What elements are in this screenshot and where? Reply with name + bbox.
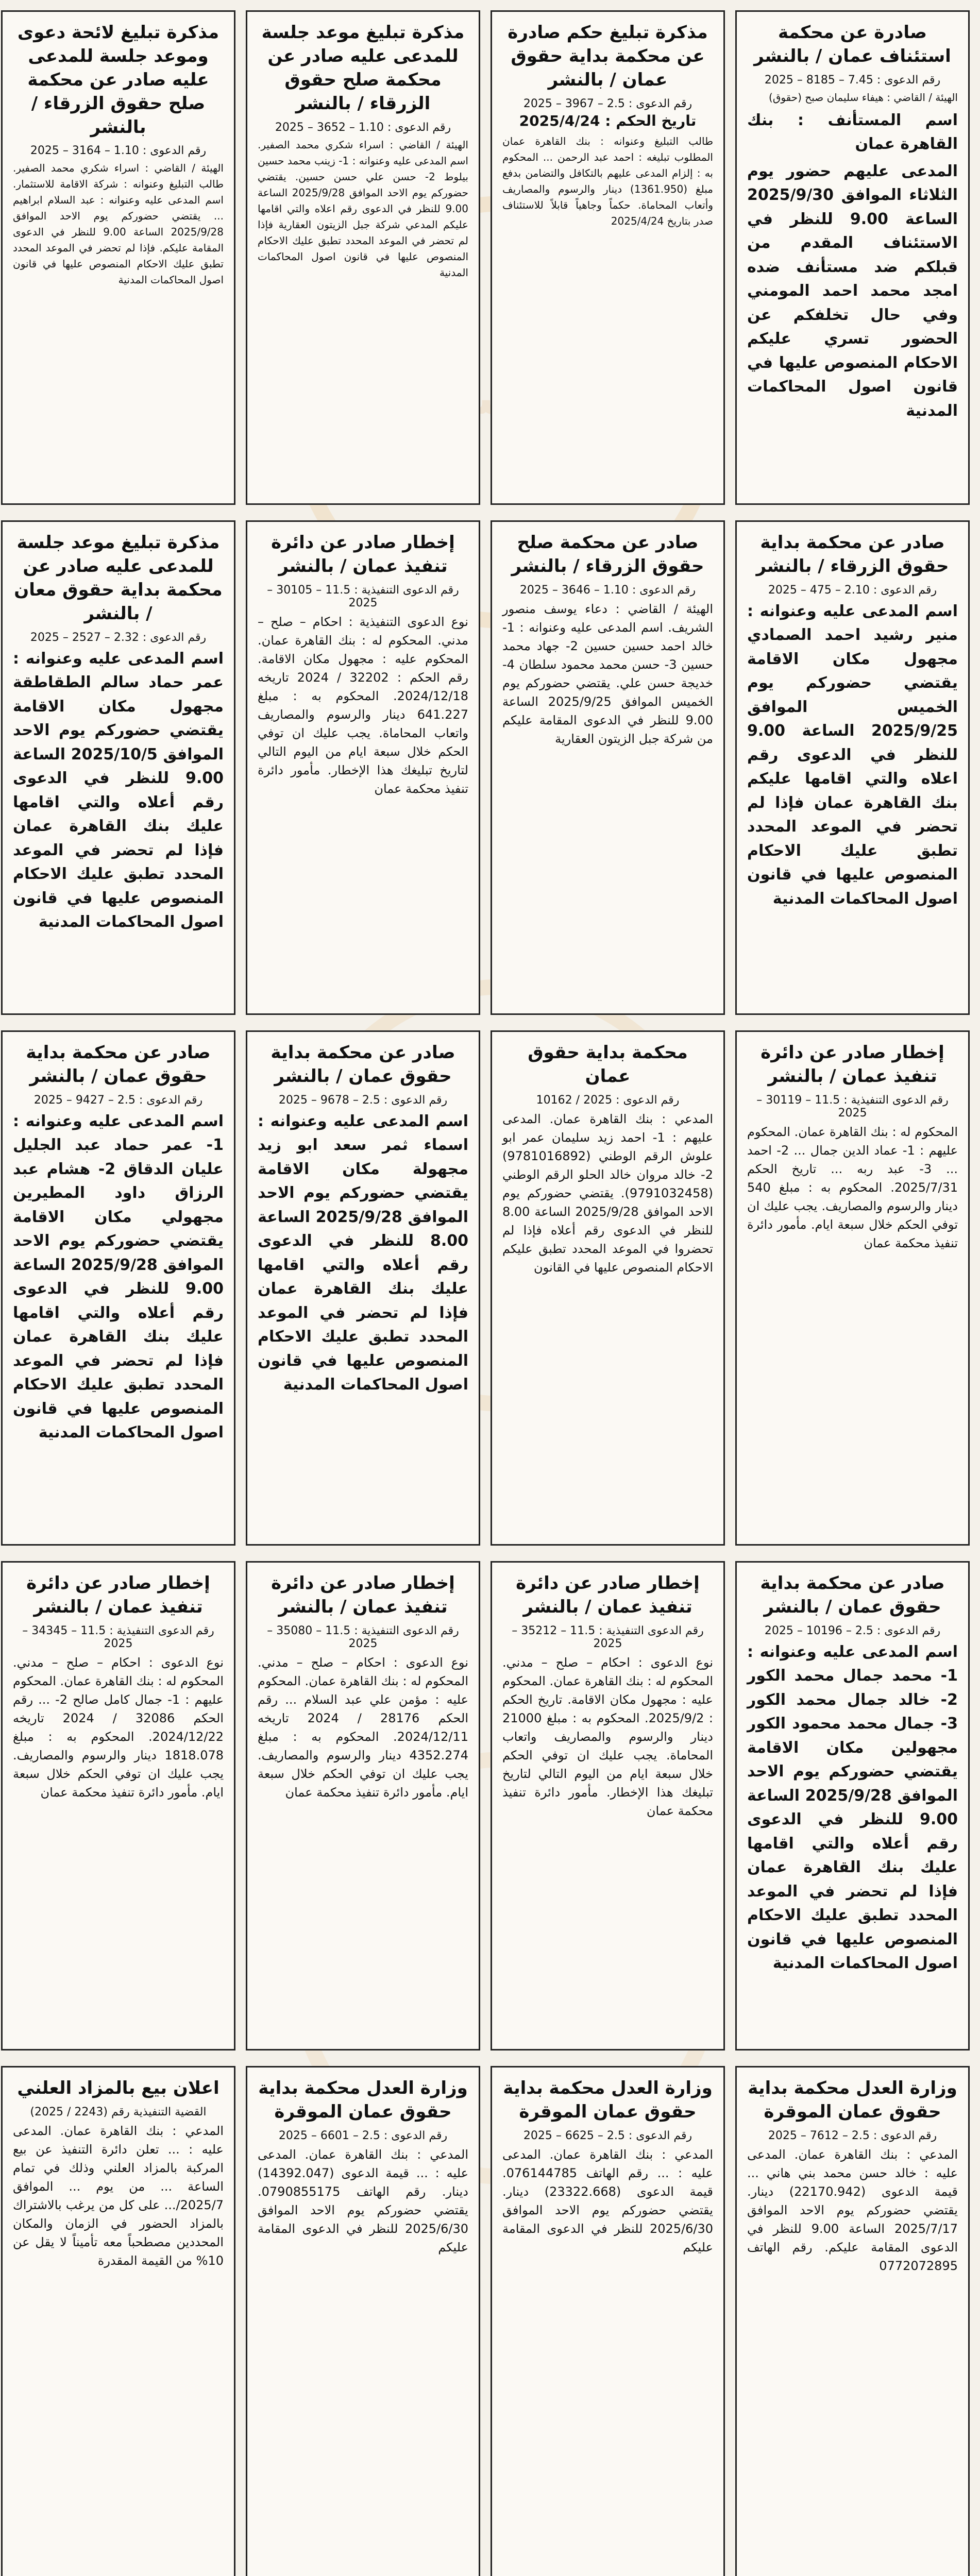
notice-body: اسم المدعى عليه وعنوانه : 1- عمر حماد عبد الجليل عليان الدقاق 2- هشام عبد الرزاق داود المطيرين مجهولي مكان الاقامة يقتضي حضوركم يوم الاحد الموافق 2025/9/28 الساعة 9.00 للنظر في الدعوى رقم أعلاه والتي اقامها عليك بنك القاهرة عمان فإذا لم تحضر في الموعد المحدد تطبق عليك الاحكام المنصوص عليها في قانون اصول المحاكمات المدنية [13, 1112, 224, 1442]
notice-title: إخطار صادر عن دائرة تنفيذ عمان / بالنشر [761, 1042, 944, 1087]
notice-title: محكمة بداية حقوق عمان [528, 1042, 688, 1087]
notice-body: الهيئة / القاضي : اسراء شكري محمد الصفير. اسم المدعى عليه وعنوانه : 1- زينب محمد حسين بيلوط 2- حسن علي حسن حسين. يقتضي حضوركم يوم الاحد الموافق 2025/9/28 الساعة 9.00 للنظر في الدعوى رقم اعلاه والتي اقامها عليكم المدعي شركة جبل الزيتون العقارية فإذا لم تحضر في الموعد المحدد تطبق عليك الاحكام المنصوص عليها في قانون اصول المحاكمات المدنية [258, 138, 468, 279]
case-number: رقم الدعوى : 2.5 – 6625 – 2025 [523, 2129, 692, 2142]
case-number: رقم الدعوى : 2.5 – 9427 – 2025 [33, 1093, 203, 1107]
case-number: رقم الدعوى التنفيذية : 11.5 – 30119 – 2025 [756, 1093, 949, 1120]
case-number: رقم الدعوى التنفيذية : 11.5 – 34345 – 2025 [22, 1624, 214, 1650]
notice-card [246, 1030, 480, 1546]
notice-title: صادر عن محكمة بداية حقوق عمان / بالنشر [271, 1042, 455, 1087]
case-number: رقم الدعوى : 2.32 – 2527 – 2025 [30, 631, 207, 644]
notice-body: الهيئة / القاضي : دعاء يوسف منصور الشريف. اسم المدعى عليه وعنوانه : 1- خالد احمد حسين حسين 2- جهاد محمد حسين 3- حسن محمد محمود سلطان 4- خديجة حسن علي. يقتضي حضوركم يوم الخميس الموافق 2025/9/25 الساعة 9.00 للنظر في الدعوى المقامة عليكم من شركة جبل الزيتون العقارية [502, 601, 713, 746]
notice-card [491, 2066, 725, 2576]
case-number: رقم الدعوى : 7.45 – 8185 – 2025 [764, 73, 941, 87]
case-number: رقم الدعوى : 1.10 – 3652 – 2025 [275, 121, 451, 134]
case-number: القضية التنفيذية رقم (2243 / 2025) [30, 2105, 207, 2119]
notice-body: المدعي : بنك القاهرة عمان. المدعى عليه : ... تعلن دائرة التنفيذ عن بيع المركبة بالمزاد العلني وذلك في تمام الساعة ... من يوم ... الموافق 2025/7/... على كل من يرغب بالاشتراك بالمزاد الحضور في الزمان والمكان المحددين مصطحباً معه تأميناً لا يقل عن 10% من القيمة المقدرة [13, 2123, 224, 2268]
notice-card [491, 1561, 725, 2050]
court-panel: الهيئة / القاضي : هيفاء سليمان صبح (حقوق) [769, 91, 958, 104]
notice-body: اسم المدعى عليه وعنوانه : اسماء ثمر سعد ابو زيد مجهولة مكان الاقامة يقتضي حضوركم يوم الاحد الموافق 2025/9/28 الساعة 8.00 للنظر في الدعوى رقم أعلاه والتي اقامها عليك بنك القاهرة عمان فإذا لم تحضر في الموعد المحدد تطبق عليك الاحكام المنصوص عليها في قانون اصول المحاكمات المدنية [258, 1112, 468, 1394]
notice-card [735, 10, 970, 505]
notice-body: المدعى عليهم حضور يوم الثلاثاء الموافق 2025/9/30 الساعة 9.00 للنظر في الاستئناف المقدم من قبلكم ضد مستأنف ضده امجد محمد احمد المومني وفي حال تخلفكم عن الحضور تسري عليكم الاحكام المنصوص عليها في قانون اصول المحاكمات المدنية [747, 162, 958, 420]
notice-card [491, 10, 725, 505]
judgment-date: تاريخ الحكم : 2025/4/24 [519, 112, 697, 129]
notice-title: إخطار صادر عن دائرة تنفيذ عمان / بالنشر [271, 532, 455, 577]
case-number: رقم الدعوى التنفيذية : 11.5 – 35080 – 2025 [267, 1624, 459, 1650]
notice-card [246, 2066, 480, 2576]
notice-body: اسم المدعى عليه وعنوانه : عمر حماد سالم الطقاطقة مجهول مكان الاقامة يقتضي حضوركم يوم الاحد الموافق 2025/10/5 الساعة 9.00 للنظر في الدعوى رقم أعلاه والتي اقامها عليك بنك القاهرة عمان فإذا لم تحضر في الموعد المحدد تطبق عليك الاحكام المنصوص عليها في قانون اصول المحاكمات المدنية [13, 649, 224, 931]
notice-title: صادر عن محكمة بداية حقوق عمان / بالنشر [26, 1042, 211, 1087]
case-number: رقم الدعوى : 2.5 – 7612 – 2025 [768, 2129, 937, 2142]
notice-body: المحكوم له : بنك القاهرة عمان. المحكوم عليهم : 1- عماد الدين جمال ... 2- احمد ... 3- عبد ربه ... تاريخ الحكم 2025/7/31. المحكوم به : مبلغ 540 دينار والرسوم والمصاريف. يجب عليك ان توفي الحكم خلال سبعة ايام. مأمور دائرة تنفيذ محكمة عمان [747, 1124, 958, 1250]
notice-body: نوع الدعوى : احكام – صلح – مدني. المحكوم له : بنك القاهرة عمان. المحكوم عليه : مجهول مكان الاقامة. تاريخ الحكم : 2025/9/2. المحكوم به : مبلغ 21000 دينار والرسوم والمصاريف واتعاب المحاماة. يجب عليك ان توفي الحكم خلال سبعة ايام من اليوم التالي لتاريخ تبليغك هذا الإخطار. مأمور دائرة تنفيذ محكمة عمان [502, 1655, 713, 1818]
case-number: رقم الدعوى : 2.5 – 9678 – 2025 [278, 1093, 448, 1107]
case-number: رقم الدعوى : 1.10 – 3164 – 2025 [30, 144, 207, 158]
case-number: رقم الدعوى التنفيذية : 11.5 – 35212 – 2025 [512, 1624, 704, 1650]
notice-card [1, 10, 235, 505]
notice-title: مذكرة تبليغ حكم صادرة عن محكمة بداية حقوق عمان / بالنشر [508, 22, 708, 90]
notice-card [246, 1561, 480, 2050]
notice-title: صادر عن محكمة بداية حقوق عمان / بالنشر [760, 1573, 945, 1617]
notice-card [246, 10, 480, 505]
notice-body: اسم المدعى عليه وعنوانه : منير رشيد احمد الصمادي مجهول مكان الاقامة يقتضي حضوركم يوم الخميس الموافق 2025/9/25 الساعة 9.00 للنظر في الدعوى رقم اعلاه والتي اقامها عليكم بنك القاهرة عمان فإذا لم تحضر في الموعد المحدد تطبق عليك الاحكام المنصوص عليها في قانون اصول المحاكمات المدنية [747, 602, 958, 908]
notice-title: وزارة العدل محكمة بداية حقوق عمان الموقرة [748, 2078, 957, 2122]
notice-title: صادر عن محكمة صلح حقوق الزرقاء / بالنشر [511, 532, 704, 577]
case-number: رقم الدعوى : 2.5 – 3967 – 2025 [523, 97, 692, 110]
notice-body: نوع الدعوى التنفيذية : احكام – صلح – مدني. المحكوم له : بنك القاهرة عمان. المحكوم عليه : مجهول مكان الاقامة. رقم الحكم : 32202 / 2024 تاريخه 2024/12/18. المحكوم به : مبلغ 641.227 دينار والرسوم والمصاريف واتعاب المحاماة. يجب عليك ان توفي الحكم خلال سبعة ايام من اليوم التالي لتاريخ تبليغك هذا الإخطار. مأمور دائرة تنفيذ محكمة عمان [258, 614, 469, 796]
notice-title: صادر عن محكمة بداية حقوق الزرقاء / بالنشر [756, 532, 949, 577]
notice-title: وزارة العدل محكمة بداية حقوق عمان الموقرة [503, 2078, 713, 2122]
notice-card [491, 520, 725, 1015]
notice-title: مذكرة تبليغ موعد جلسة للمدعى عليه صادر عن محكمة بداية حقوق معان / بالنشر [14, 532, 223, 624]
notice-body: المدعي : بنك القاهرة عمان. المدعى عليه : خالد حسن محمد بني هاني ... قيمة الدعوى (22170.942) دينار. يقتضي حضوركم يوم الاحد الموافق 2025/7/17 الساعة 9.00 للنظر في الدعوى المقامة عليكم. رقم الهاتف 0772072895 [747, 2147, 958, 2273]
notice-title: اعلان بيع بالمزاد العلني [17, 2078, 219, 2098]
notice-card [1, 520, 235, 1015]
notice-title: مذكرة تبليغ موعد جلسة للمدعى عليه صادر عن محكمة صلح حقوق الزرقاء / بالنشر [261, 22, 465, 114]
case-number: رقم الدعوى : 2025 / 10162 [536, 1093, 680, 1107]
notice-body: طالب التبليغ وعنوانه : بنك القاهرة عمان المطلوب تبليغه : احمد عبد الرحمن ... المحكوم به : إلزام المدعى عليهم بالتكافل والتضامن بدفع مبلغ (1361.950) دينار والرسوم والمصاريف وأتعاب المحاماة. حكماً وجاهياً قابلاً للاستئناف صدر بتاريخ 2025/4/24 [502, 134, 713, 227]
notice-card [735, 2066, 970, 2576]
notice-title: إخطار صادر عن دائرة تنفيذ عمان / بالنشر [271, 1573, 455, 1617]
case-number: رقم الدعوى : 2.5 – 6601 – 2025 [278, 2129, 448, 2142]
notice-body: اسم المدعى عليه وعنوانه : 1- محمد جمال محمد الكور 2- خالد جمال محمد الكور 3- جمال محمد محمود الكور مجهولين مكان الاقامة يقتضي حضوركم يوم الاحد الموافق 2025/9/28 الساعة 9.00 للنظر في الدعوى رقم أعلاه والتي اقامها عليك بنك القاهرة عمان فإذا لم تحضر في الموعد المحدد تطبق عليك الاحكام المنصوص عليها في قانون اصول المحاكمات المدنية [747, 1642, 958, 1973]
notice-body: المدعي : بنك القاهرة عمان. المدعى عليهم : 1- احمد زيد سليمان عمر ابو علوش الرقم الوطني (9781016892) 2- خالد مروان خالد الحلو الرقم الوطني (9791032458). يقتضي حضوركم يوم الاحد الموافق 2025/9/28 الساعة 8.00 للنظر في الدعوى رقم أعلاه فإذا لم تحضروا في الموعد المحدد تطبق عليكم الاحكام المنصوص عليها في القانون [502, 1111, 713, 1275]
notice-body: نوع الدعوى : احكام – صلح – مدني. المحكوم له : بنك القاهرة عمان. المحكوم عليه : مؤمن علي عبد السلام ... رقم الحكم 28176 / 2024 تاريخه 2024/12/11. المحكوم به : مبلغ 4352.274 دينار والرسوم والمصاريف. يجب عليك ان توفي الحكم خلال سبعة ايام. مأمور دائرة تنفيذ محكمة عمان [258, 1655, 469, 1800]
notice-title: وزارة العدل محكمة بداية حقوق عمان الموقرة [258, 2078, 468, 2122]
notice-body: المدعي : بنك القاهرة عمان. المدعى عليه : ... رقم الهاتف 076144785. قيمة الدعوى (23322.668) دينار. يقتضي حضوركم يوم الاحد الموافق 2025/6/30 للنظر في الدعوى المقامة عليكم [502, 2147, 713, 2255]
notice-card [1, 2066, 235, 2576]
appellant: اسم المستأنف : بنك القاهرة عمان [747, 111, 958, 154]
case-number: رقم الدعوى : 1.10 – 3646 – 2025 [519, 583, 696, 597]
case-number: رقم الدعوى : 2.5 – 10196 – 2025 [764, 1624, 941, 1637]
notice-card [1, 1030, 235, 1546]
notice-card [246, 520, 480, 1015]
notice-title: إخطار صادر عن دائرة تنفيذ عمان / بالنشر [26, 1573, 210, 1617]
notice-body: المدعي : بنك القاهرة عمان. المدعى عليه : ... قيمة الدعوى (14392.047) دينار. رقم الهاتف 0790855175. يقتضي حضوركم يوم الاحد الموافق 2025/6/30 للنظر في الدعوى المقامة عليكم [258, 2147, 468, 2255]
case-number: رقم الدعوى التنفيذية : 11.5 – 30105 – 2025 [267, 583, 459, 609]
notice-card [735, 1561, 970, 2050]
notice-title: مذكرة تبليغ لائحة دعوى وموعد جلسة للمدعى عليه صادر عن محكمة صلح حقوق الزرقاء / بالنشر [17, 22, 219, 138]
notice-title: صادرة عن محكمة استئناف عمان / بالنشر [754, 22, 951, 66]
notice-card [491, 1030, 725, 1546]
notice-title: إخطار صادر عن دائرة تنفيذ عمان / بالنشر [516, 1573, 700, 1617]
notice-card [735, 520, 970, 1015]
notice-card [735, 1030, 970, 1546]
notice-body: نوع الدعوى : احكام – صلح – مدني. المحكوم له : بنك القاهرة عمان. المحكوم عليهم : 1- جمال كامل صالح 2- ... رقم الحكم 32086 / 2024 تاريخه 2024/12/22. المحكوم به : مبلغ 1818.078 دينار والرسوم والمصاريف. يجب عليك ان توفي الحكم خلال سبعة ايام. مأمور دائرة تنفيذ محكمة عمان [13, 1655, 224, 1800]
notice-body: الهيئة / القاضي : اسراء شكري محمد الصفير. طالب التبليغ وعنوانه : شركة الاقامة للاستثمار. اسم المدعى عليه وعنوانه : عبد السلام ابراهيم ... يقتضي حضوركم يوم الاحد الموافق 2025/9/28 الساعة 9.00 للنظر في الدعوى المقامة عليكم. فإذا لم تحضر في الموعد المحدد تطبق عليك الاحكام المنصوص عليها في قانون اصول المحاكمات المدنية [13, 162, 224, 286]
case-number: رقم الدعوى : 2.10 – 475 – 2025 [768, 583, 937, 597]
notice-card [1, 1561, 235, 2050]
